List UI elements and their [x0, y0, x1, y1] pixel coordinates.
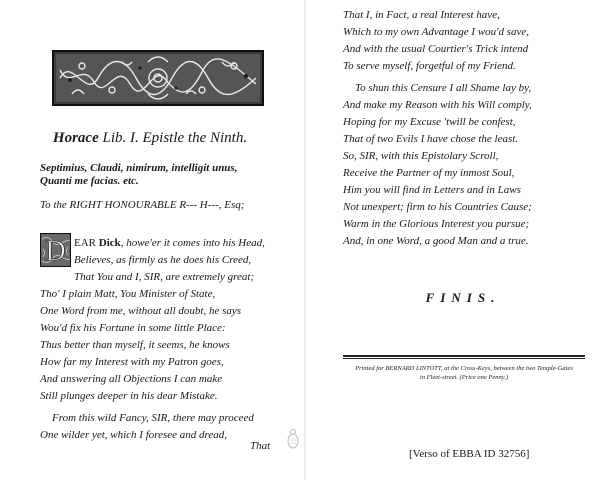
title-text: Lib. I. Epistle the Ninth.	[98, 130, 248, 146]
verse-line: Hoping for my Excuse 'twill be confest,	[343, 116, 516, 128]
verse-line: From this wild Fancy, SIR, there may proceed	[52, 412, 254, 424]
motto-line: Quanti me facias. etc.	[40, 175, 139, 187]
verse-line: And answering all Objections I can make	[40, 373, 223, 385]
verse-line: That You and I, SIR, are extremely great;	[74, 271, 255, 283]
verse-line: Tho' I plain Matt, You Minister of State,	[40, 288, 216, 300]
verse-line	[74, 236, 265, 250]
verse-line: One wilder yet, which I foresee and dread,	[40, 429, 228, 441]
left-page	[0, 0, 300, 480]
verse-segment: , howe'er it comes into his Head,	[120, 237, 265, 249]
verse-line: Wou'd fix his Fortune in some little Place:	[40, 322, 226, 334]
page-title	[0, 130, 300, 147]
verse-line: Still plunges deeper in his dear Mistake.	[40, 390, 218, 402]
verse-line: Which to my own Advantage I wou'd save,	[343, 26, 530, 38]
imprint-line: in Fleet-street. (Price one Penny.)	[419, 374, 509, 381]
verse-line: Believes, as firmly as he does his Creed,	[74, 254, 252, 266]
verse-name: Dick	[98, 237, 121, 249]
verse-line: To serve myself, forgetful of my Friend.	[343, 60, 516, 72]
verse-line: How far my Interest with my Patron goes,	[40, 356, 224, 368]
verse-line: And with the usual Courtier's Trick intend	[343, 43, 529, 55]
verse-line: Receive the Partner of my inmost Soul,	[343, 167, 515, 179]
latin-motto	[40, 162, 237, 188]
motto-line: Septimius, Claudi, nimirum, intelligit unus,	[40, 162, 238, 174]
verse-line: Not unexpert; firm to his Countries Cause;	[343, 201, 532, 213]
verse-segment: EAR	[74, 237, 99, 249]
dropcap-letter: D	[45, 236, 66, 267]
finis-mark: FINIS.	[425, 290, 501, 305]
verse-line: And make my Reason with his Will comply,	[343, 99, 532, 111]
verse-line: Thus better than myself, it seems, he knows	[40, 339, 230, 351]
archive-note: [Verso of EBBA ID 32756]	[409, 448, 530, 460]
verse-line: One Word from me, without all doubt, he says	[40, 305, 242, 317]
page-gutter	[304, 0, 306, 480]
right-page	[313, 0, 613, 480]
catchword: That	[250, 440, 271, 452]
verse-line: Warm in the Glorious Interest you pursue;	[343, 218, 530, 230]
dedication: To the RIGHT HONOURABLE R--- H---, Esq;	[40, 199, 245, 211]
verse-line: Him you will find in Letters and in Laws	[343, 184, 521, 196]
title-author: Horace	[52, 130, 99, 146]
verse-line: To shun this Censure I all Shame lay by,	[355, 82, 532, 94]
library-stamp-icon	[286, 428, 300, 450]
verse-line: That of two Evils I have chose the least.	[343, 133, 519, 145]
imprint-line: Printed for BERNARD LINTOTT, at the Cross-Keys, between the two Temple-Gates	[355, 365, 573, 372]
decorated-initial	[40, 233, 71, 267]
verse-line: That I, in Fact, a real Interest have,	[343, 9, 500, 21]
imprint	[343, 364, 585, 382]
imprint-rule	[343, 355, 585, 359]
verse-line: And, in one Word, a good Man and a true.	[343, 235, 529, 247]
verse-line: So, SIR, with this Epistolary Scroll,	[343, 150, 499, 162]
ornamental-headpiece	[52, 50, 264, 106]
